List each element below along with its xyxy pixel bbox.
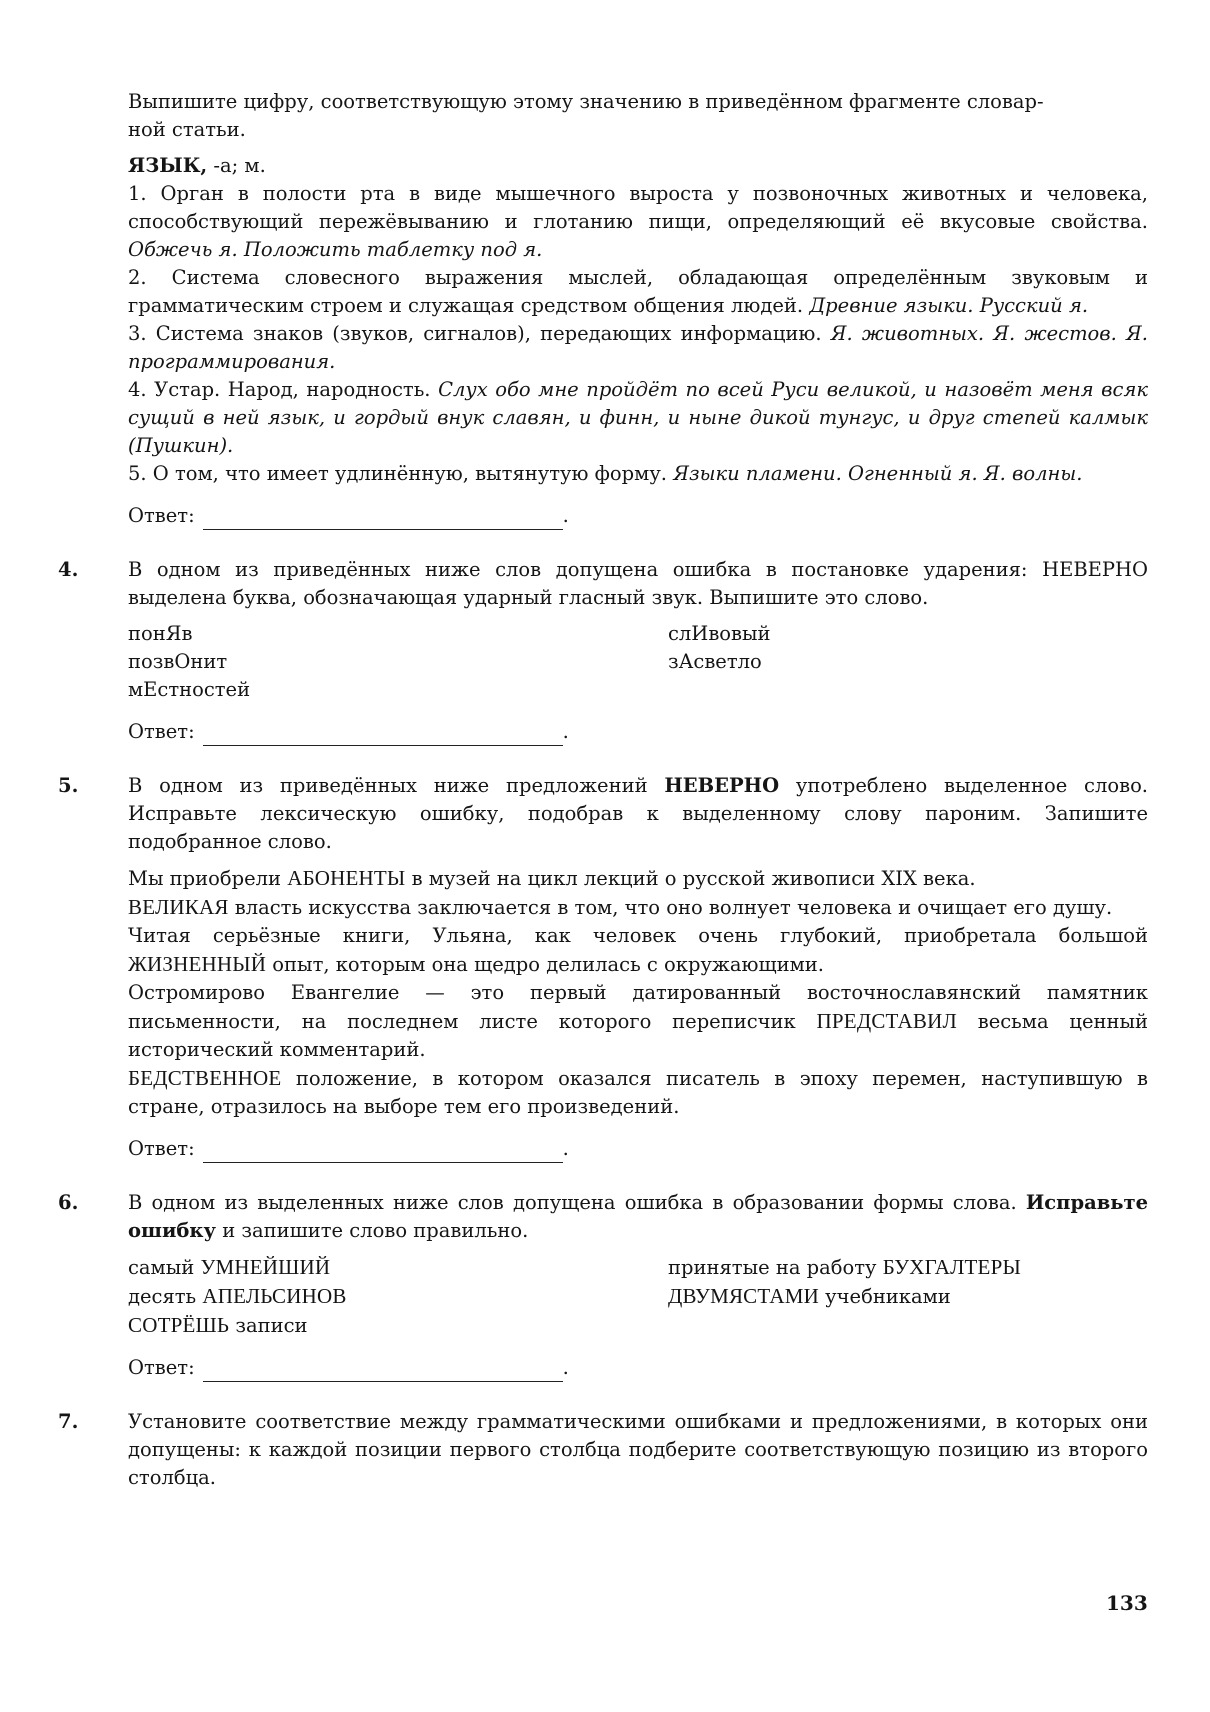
task-number: 5. xyxy=(58,774,79,797)
word-column-right xyxy=(668,620,1148,704)
word-item: понЯв xyxy=(128,622,193,645)
task-text-post: и запишите слово правильно. xyxy=(216,1219,529,1242)
word-item: зАсветло xyxy=(668,650,762,673)
word-columns xyxy=(128,620,1148,704)
meaning-text: 2. Система словесного выражения мыслей, обладающая определённым звуковым и грамматическим строем и служащая средством общения людей. xyxy=(128,266,1148,317)
phrase-item xyxy=(128,1282,668,1311)
phrase-text: записи xyxy=(229,1314,308,1337)
task-text: Установите соответствие между грамматическими ошибками и предложениями, в которых они допущены: к каждой позиции первого столбца подберите соответствующую позицию из второго столбца. xyxy=(128,1410,1148,1489)
answer-row-task5 xyxy=(128,1135,1210,1163)
highlighted-word: БЕДСТВЕННОЕ xyxy=(128,1066,282,1090)
highlighted-word: ВЕЛИКАЯ xyxy=(128,895,229,919)
phrase-columns xyxy=(128,1253,1148,1340)
task-number: 4. xyxy=(58,558,79,581)
task-number: 7. xyxy=(58,1410,79,1433)
sentence-1 xyxy=(128,864,1148,893)
task-text xyxy=(128,1189,1148,1245)
sentence-3 xyxy=(128,922,1148,979)
meaning-example: Обжечь я. Положить таблетку под я. xyxy=(128,238,543,261)
highlighted-word: АБОНЕНТЫ xyxy=(287,866,406,890)
answer-label: Ответ: xyxy=(128,1137,195,1160)
sentence-text: власть искусства заключается в том, что оно волнует человека и очищает его душу. xyxy=(228,896,1113,919)
answer-label: Ответ: xyxy=(128,1356,195,1379)
sentence-text: Остромирово Евангелие — это первый датированный восточнославянский памятник письменности, на последнем листе которого переписчик xyxy=(128,981,1148,1033)
meaning-text: 3. Система знаков (звуков, сигналов), передающих информацию. xyxy=(128,322,831,345)
sentence-text: Мы приобрели xyxy=(128,867,288,890)
answer-field[interactable] xyxy=(203,1142,563,1163)
sentence-4 xyxy=(128,979,1148,1064)
phrase-text: десять xyxy=(128,1285,203,1308)
sentence-2 xyxy=(128,893,1148,922)
answer-field[interactable] xyxy=(203,1361,563,1382)
phrase-item xyxy=(668,1282,1148,1311)
page-content xyxy=(0,88,1210,1492)
word-item: мЕстностей xyxy=(128,678,251,701)
answer-dot: . xyxy=(562,1137,569,1160)
answer-row-task3 xyxy=(128,502,1210,530)
phrase-text: принятые на работу xyxy=(668,1256,883,1279)
phrase-item xyxy=(668,1253,1148,1282)
task-4 xyxy=(0,556,1210,746)
highlighted-word: БУХГАЛТЕРЫ xyxy=(882,1255,1021,1279)
meaning-example: Языки пламени. Огненный я. Я. волны. xyxy=(673,462,1083,485)
answer-field[interactable] xyxy=(203,509,563,530)
sentence-5 xyxy=(128,1064,1148,1121)
task-7 xyxy=(0,1408,1210,1492)
phrase-text: учебниками xyxy=(818,1285,951,1308)
task-text-bold: НЕВЕРНО xyxy=(664,774,780,797)
meaning-text: 5. О том, что имеет удлинённую, вытянутую форму. xyxy=(128,462,674,485)
task-text xyxy=(128,772,1148,856)
intro-line-2: ной статьи. xyxy=(128,118,246,141)
answer-row-task4 xyxy=(128,718,1210,746)
task-number: 6. xyxy=(58,1191,79,1214)
highlighted-word: УМНЕЙШИЙ xyxy=(200,1255,331,1279)
answer-label: Ответ: xyxy=(128,504,195,527)
meaning-text: 4. Устар. Народ, народность. xyxy=(128,378,439,401)
task-text-post: употреблено выделенное слово. Исправьте лексическую ошибку, подобрав к выделенному слову пароним. Запишите подобранное слово. xyxy=(128,774,1149,853)
answer-field[interactable] xyxy=(203,725,563,746)
highlighted-word: ДВУМЯСТАМИ xyxy=(668,1284,819,1308)
task-5 xyxy=(0,772,1210,1163)
answer-dot: . xyxy=(562,504,569,527)
answer-row-task6 xyxy=(128,1354,1210,1382)
sentence-text: опыт, которым она щедро делилась с окружающими. xyxy=(266,953,824,976)
word-item: слИвовый xyxy=(668,622,771,645)
meaning-example: Я. животных. Я. жестов. Я. программирования. xyxy=(128,322,1148,373)
highlighted-word: ЖИЗНЕННЫЙ xyxy=(128,952,267,976)
sentence-text: Читая серьёзные книги, Ульяна, как человек очень глубокий, приобретала большой xyxy=(128,924,1148,947)
phrase-item xyxy=(128,1253,668,1282)
word-column-left xyxy=(128,620,668,704)
meaning-2 xyxy=(128,264,1148,320)
task-text-pre: В одном из выделенных ниже слов допущена ошибка в образовании формы слова. xyxy=(128,1191,1026,1214)
meaning-text: 1. Орган в полости рта в виде мышечного выроста у позвоночных животных и человека, способствующий пережёвыванию и глотанию пищи, определяющий её вкусовые свойства. xyxy=(128,182,1148,233)
meaning-example: Древние языки. Русский я. xyxy=(809,294,1089,317)
phrase-column-right xyxy=(668,1253,1148,1340)
highlighted-word: ПРЕДСТАВИЛ xyxy=(816,1009,957,1033)
task-text: В одном из приведённых ниже слов допущена ошибка в постановке ударения: НЕВЕРНО выделена буква, обозначающая ударный гласный звук. Выпишите это слово. xyxy=(128,558,1148,609)
page-number: 133 xyxy=(1106,1591,1148,1615)
meaning-3 xyxy=(128,320,1148,376)
meaning-5 xyxy=(128,460,1148,488)
phrase-column-left xyxy=(128,1253,668,1340)
answer-label: Ответ: xyxy=(128,720,195,743)
dictionary-grammar: -а; м. xyxy=(207,154,266,177)
task-6 xyxy=(0,1189,1210,1382)
sentence-text: положение, в котором оказался писатель в эпоху перемен, наступившую в стране, отразилось на выборе тем его произведений. xyxy=(128,1067,1148,1118)
task-text-pre: В одном из приведённых ниже предложений xyxy=(128,774,665,797)
task-text-bold: Исправьте ошибку xyxy=(128,1191,1148,1242)
dictionary-headword-line xyxy=(128,152,1148,180)
answer-dot: . xyxy=(562,720,569,743)
sentence-text: весьма ценный исторический комментарий. xyxy=(128,1010,1149,1061)
highlighted-word: АПЕЛЬСИНОВ xyxy=(202,1284,347,1308)
intro-line-1: Выпишите цифру, соответствующую этому значению в приведённом фрагменте словар- xyxy=(128,90,1044,113)
answer-dot: . xyxy=(562,1356,569,1379)
highlighted-word: СОТРЁШЬ xyxy=(128,1313,230,1337)
meaning-1 xyxy=(128,180,1148,264)
meaning-4 xyxy=(128,376,1148,460)
dictionary-headword: ЯЗЫК, xyxy=(128,154,208,177)
meaning-example: Слух обо мне пройдёт по всей Руси великой, и назовёт меня всяк сущий в ней язык, и гордый внук славян, и финн, и ныне дикой тунгус, и друг степей калмык (Пушкин). xyxy=(128,378,1148,457)
phrase-item xyxy=(128,1311,668,1340)
sentence-text: в музей на цикл лекций о русской живописи XIX века. xyxy=(405,867,976,890)
word-item: позвОнит xyxy=(128,650,228,673)
phrase-text: самый xyxy=(128,1256,201,1279)
